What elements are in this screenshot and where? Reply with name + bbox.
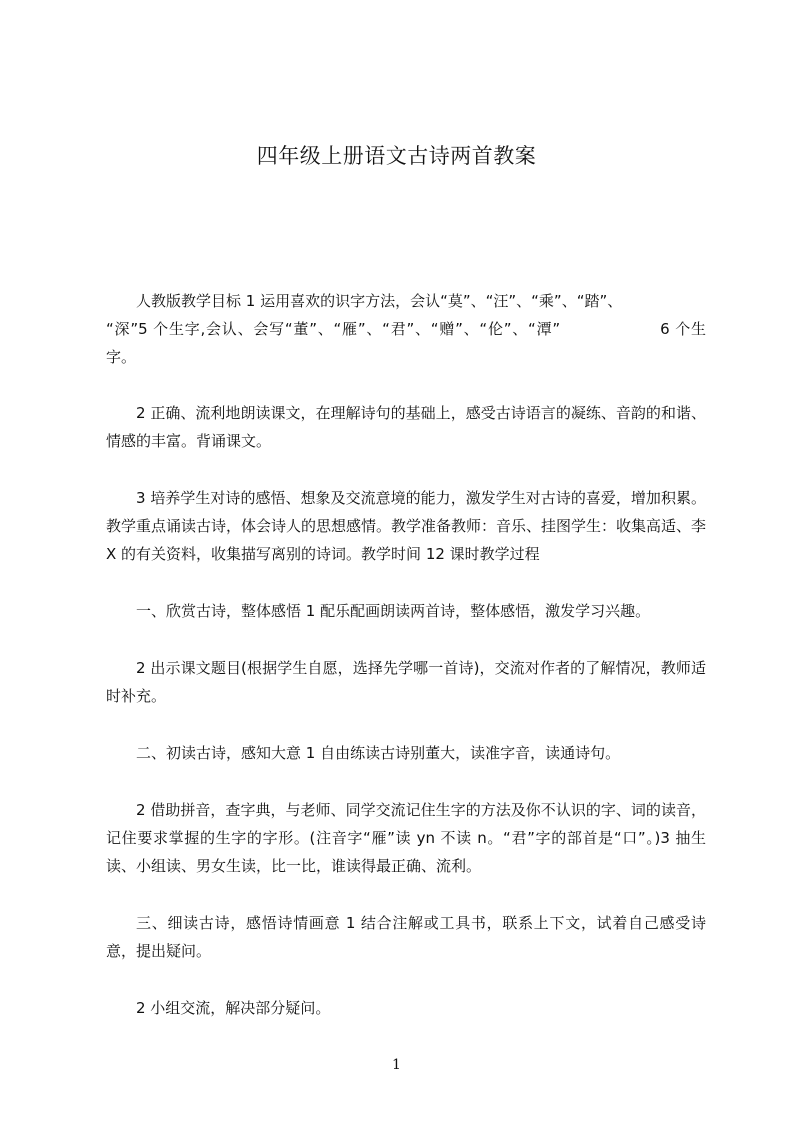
paragraph-section-3-step-2: 2 小组交流，解决部分疑问。 (136, 999, 331, 1017)
document-title: 四年级上册语文古诗两首教案 (256, 144, 537, 168)
paragraph-objective-2: 2 正确、流利地朗读课文，在理解诗句的基础上，感受古诗语言的凝练、音韵的和谐、情感的丰富。背诵课文。 (106, 404, 706, 450)
paragraph-objective-1-line-2: “深”5 个生字,会认、会写“董”、“雁”、“君”、“赠”、“伦”、“潭” (106, 320, 561, 338)
paragraph-objective-1-line-2-end: 6 个生字。 (106, 320, 706, 366)
document-body (106, 287, 706, 1051)
paragraph-objective-1 (106, 287, 706, 371)
paragraph-objective-1-line-1: 人教版教学目标 1 运用喜欢的识字方法，会认“莫”、“汪”、“乘”、“踏”、 (136, 292, 623, 310)
paragraph-section-3: 三、细读古诗，感悟诗情画意 1 结合注解或工具书，联系上下文，试着自己感受诗意，提出疑问。 (106, 914, 706, 960)
paragraph-objective-3: 3 培养学生对诗的感悟、想象及交流意境的能力，激发学生对古诗的喜爱，增加积累。教学重点诵读古诗，体会诗人的思想感情。教学准备教师：音乐、挂图学生：收集高适、李 X 的有关资料，收集描写离别的诗词。教学时间 12 课时教学过程 (106, 489, 707, 563)
paragraph-section-1-step-2: 2 出示课文题目(根据学生自愿，选择先学哪一首诗)，交流对作者的了解情况，教师适时补充。 (106, 659, 706, 705)
paragraph-section-2: 二、初读古诗，感知大意 1 自由练读古诗别董大，读准字音，读通诗句。 (136, 744, 621, 762)
paragraph-section-1: 一、欣赏古诗，整体感悟 1 配乐配画朗读两首诗，整体感悟，激发学习兴趣。 (136, 602, 651, 620)
page-number: 1 (392, 1057, 401, 1073)
paragraph-section-2-step-2: 2 借助拼音，查字典，与老师、同学交流记住生字的方法及你不认识的字、词的读音，记住要求掌握的生字的字形。(注音字“雁”读 yn 不读 n。“君”字的部首是“口”。)3 抽生读、小组读、男女生读，比一比，谁读得最正确、流利。 (106, 801, 706, 875)
